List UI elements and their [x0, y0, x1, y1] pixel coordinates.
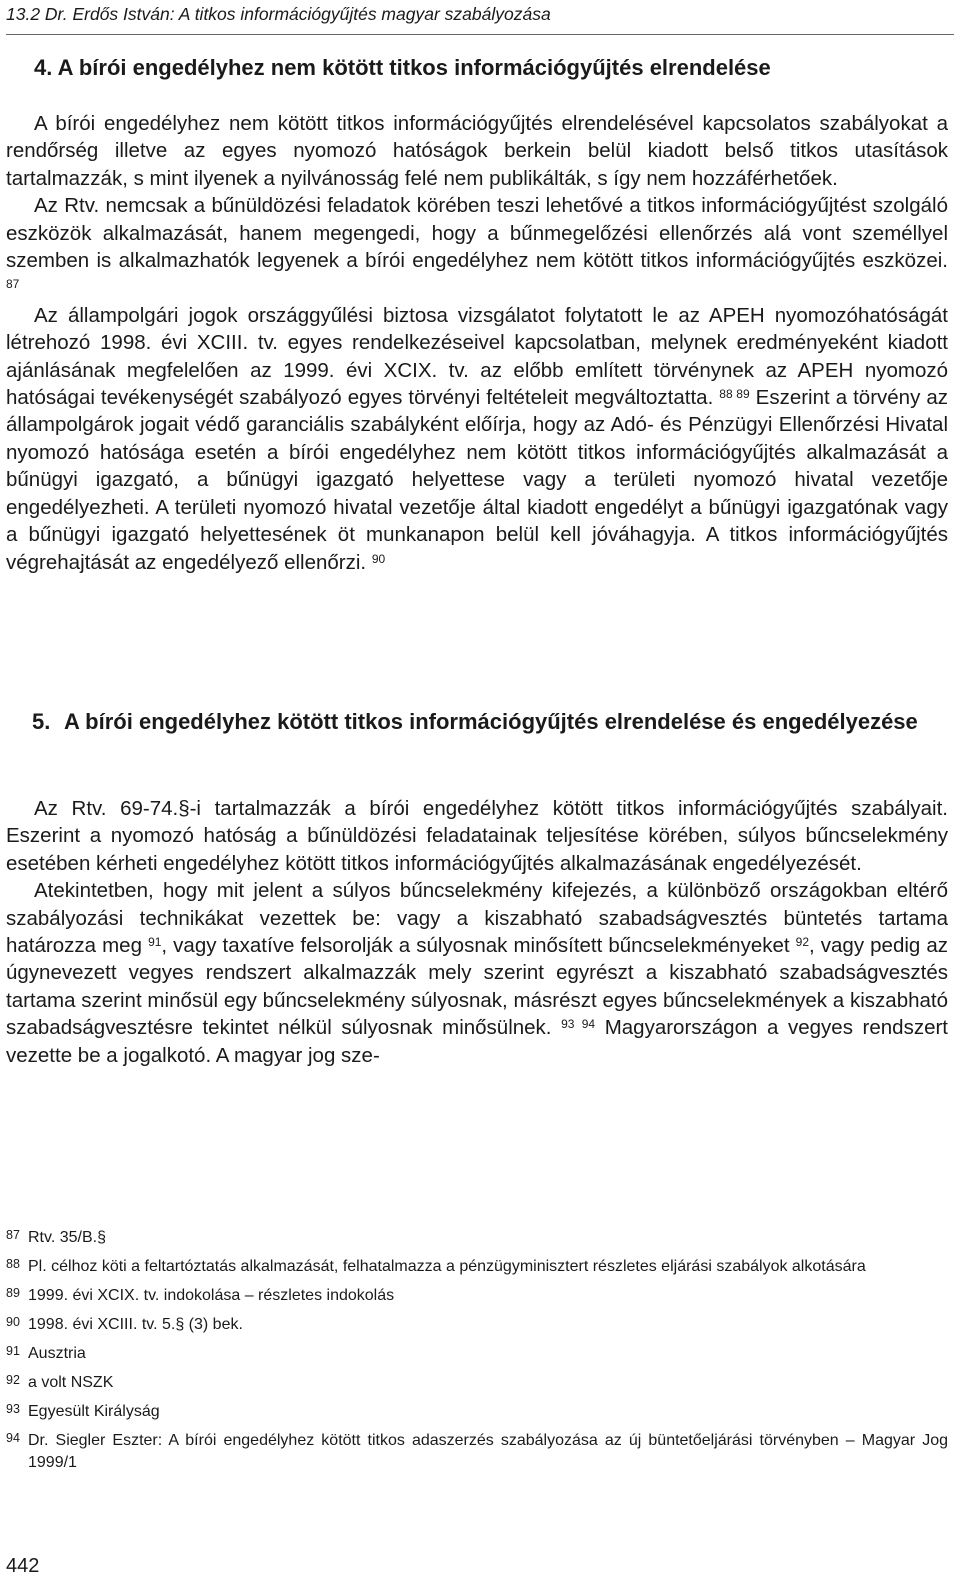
paragraph-text: Eszerint a törvény az állampolgárok jogait védő garanciális szabályként előírja, hogy az Adó- és Pénzügyi Ellenőrzési Hivatal nyomozó hatósága esetén a bírói engedélyhez nem kötött titkos információgyűjtés alkalmazását a bűnügyi igazgató, a bűnügyi igazgató helyettese vagy a területi nyomozó hivatal vezetője engedélyezheti. A területi nyomozó hivatal vezetője által kiadott engedélyt a bűnügyi igazgatónak vagy a bűnügyi igazgató helyettesének öt munkanapon belül kell jóváhagyja. A titkos információgyűjtés végrehajtását az engedélyező ellenőrzi. [6, 386, 948, 574]
footnote [6, 1314, 948, 1336]
footnote-number: 92 [6, 1373, 20, 1387]
footnote-text: Pl. célhoz köti a feltartóztatás alkalmazását, felhatalmazza a pénzügyminisztert részletes eljárási szabályok alkotására [28, 1258, 866, 1275]
paragraph [6, 110, 948, 192]
footnote-number: 94 [6, 1431, 20, 1445]
paragraph-text: , vagy pedig az úgynevezett vegyes rendszert alkalmazzák mely szerint egyrészt a kiszabható szabadságvesztés tartama szerint minősül egy bűncselekmény súlyosnak, másrészt egyes bűncselekmények a kiszabható szabadságvesztésre tekintet nélkül súlyosnak minősülnek. [6, 934, 949, 1040]
paragraph-text: Az Rtv. 69-74.§-i tartalmazzák a bírói engedélyhez kötött titkos információgyűjtés szabályait. Eszerint a nyomozó hatóság a bűnüldözési feladatainak teljesítése körében, súlyos bűncselekmény esetében kérheti engedélyhez kötött titkos információgyűjtés alkalmazásának engedélyezését. [6, 797, 948, 875]
footnote-text: Rtv. 35/B.§ [28, 1229, 106, 1246]
footnote-number: 90 [6, 1315, 20, 1329]
footnote-text: Egyesült Királyság [28, 1403, 160, 1420]
section-4-body [6, 110, 948, 576]
footnote-text: Ausztria [28, 1345, 86, 1362]
footnote-number: 88 [6, 1257, 20, 1271]
section-5-title-text: A bírói engedélyhez kötött titkos információgyűjtés elrendelése és engedélyezése [64, 709, 918, 734]
footnote [6, 1343, 948, 1365]
footnote [6, 1401, 948, 1423]
paragraph-text: Magyarországon a vegyes rendszert vezette be a jogalkotó. A magyar jog sze- [6, 1016, 948, 1067]
footnote [6, 1372, 948, 1394]
footnotes [6, 1227, 948, 1481]
footnote [6, 1227, 948, 1249]
header-divider [6, 34, 954, 35]
paragraph-text: A bírói engedélyhez nem kötött titkos információgyűjtés elrendelésével kapcsolatos szabályokat a rendőrség illetve az egyes nyomozó hatóságok berkein belül kiadott belső titkos utasítások tartalmazzák, s mint ilyenek a nyilvánosság felé nem publikálták, s így nem hozzáférhetőek. [6, 112, 948, 190]
footnote-ref[interactable]: 90 [371, 551, 386, 566]
paragraph [6, 302, 948, 576]
footnote-number: 89 [6, 1286, 20, 1300]
footnote-number: 87 [6, 1228, 20, 1242]
section-5-body [6, 795, 948, 1069]
paragraph [6, 192, 948, 302]
footnote-text: 1998. évi XCIII. tv. 5.§ (3) bek. [28, 1316, 243, 1333]
paragraph [6, 877, 948, 1069]
footnote-text: a volt NSZK [28, 1374, 114, 1391]
footnote [6, 1285, 948, 1307]
running-header: 13.2 Dr. Erdős István: A titkos információgyűjtés magyar szabályozása [6, 4, 551, 24]
document-page [6, 0, 954, 1592]
footnote-text: 1999. évi XCIX. tv. indokolása – részletes indokolás [28, 1287, 395, 1304]
footnote-number: 91 [6, 1344, 20, 1358]
footnote [6, 1256, 948, 1278]
section-5-title [32, 708, 952, 736]
paragraph-text: Az Rtv. nemcsak a bűnüldözési feladatok körében teszi lehetővé a titkos információgyűjtést szolgáló eszközök alkalmazását, hanem megengedi, hogy a bűnmegelőzési ellenőrzés alá vont személlyel szemben is alkalmazhatók legyenek a bírói engedélyhez nem kötött titkos információgyűjtés eszközei. [6, 194, 948, 273]
footnote-ref[interactable]: 91 [148, 935, 162, 950]
paragraph [6, 795, 948, 877]
footnote-ref[interactable]: 92 [795, 935, 810, 950]
paragraph-text: Az állampolgári jogok országgyűlési biztosa vizsgálatot folytatott le az APEH nyomozóhatóságát létrehozó 1998. évi XCIII. tv. egyes rendelkezéseivel kapcsolatban, melynek eredményeként kiadott ajánlásának megfelelően az 1999. évi XCIX. tv. az előbb említett törvénynek az APEH nyomozó hatóságai tevékenységét szabályozó egyes törvényi feltételeit megváltoztatta. [6, 303, 948, 410]
footnote-ref[interactable]: 87 [6, 277, 20, 292]
footnote-number: 93 [6, 1402, 20, 1416]
footnote-text: Dr. Siegler Eszter: A bírói engedélyhez kötött titkos adaszerzés szabályozása az új büntetőeljárási törvényben – Magyar Jog 1999/1 [28, 1432, 948, 1471]
footnote [6, 1430, 948, 1474]
section-4-title: 4. A bírói engedélyhez nem kötött titkos információgyűjtés elrendelése [34, 55, 771, 80]
section-5-number: 5. [32, 709, 51, 734]
page-number: 442 [6, 1555, 40, 1577]
paragraph-text: , vagy taxatíve felsorolják a súlyosnak minősített bűncselekményeket [161, 934, 790, 958]
footnote-ref[interactable]: 88 89 [719, 387, 750, 402]
footnote-ref[interactable]: 93 94 [561, 1017, 596, 1032]
paragraph-text: Atekintetben, hogy mit jelent a súlyos bűncselekmény kifejezés, a különböző országokban eltérő szabályozási technikákat vezettek be: vagy a kiszabható szabadságvesztés büntetés tartama határozza meg [6, 879, 948, 958]
